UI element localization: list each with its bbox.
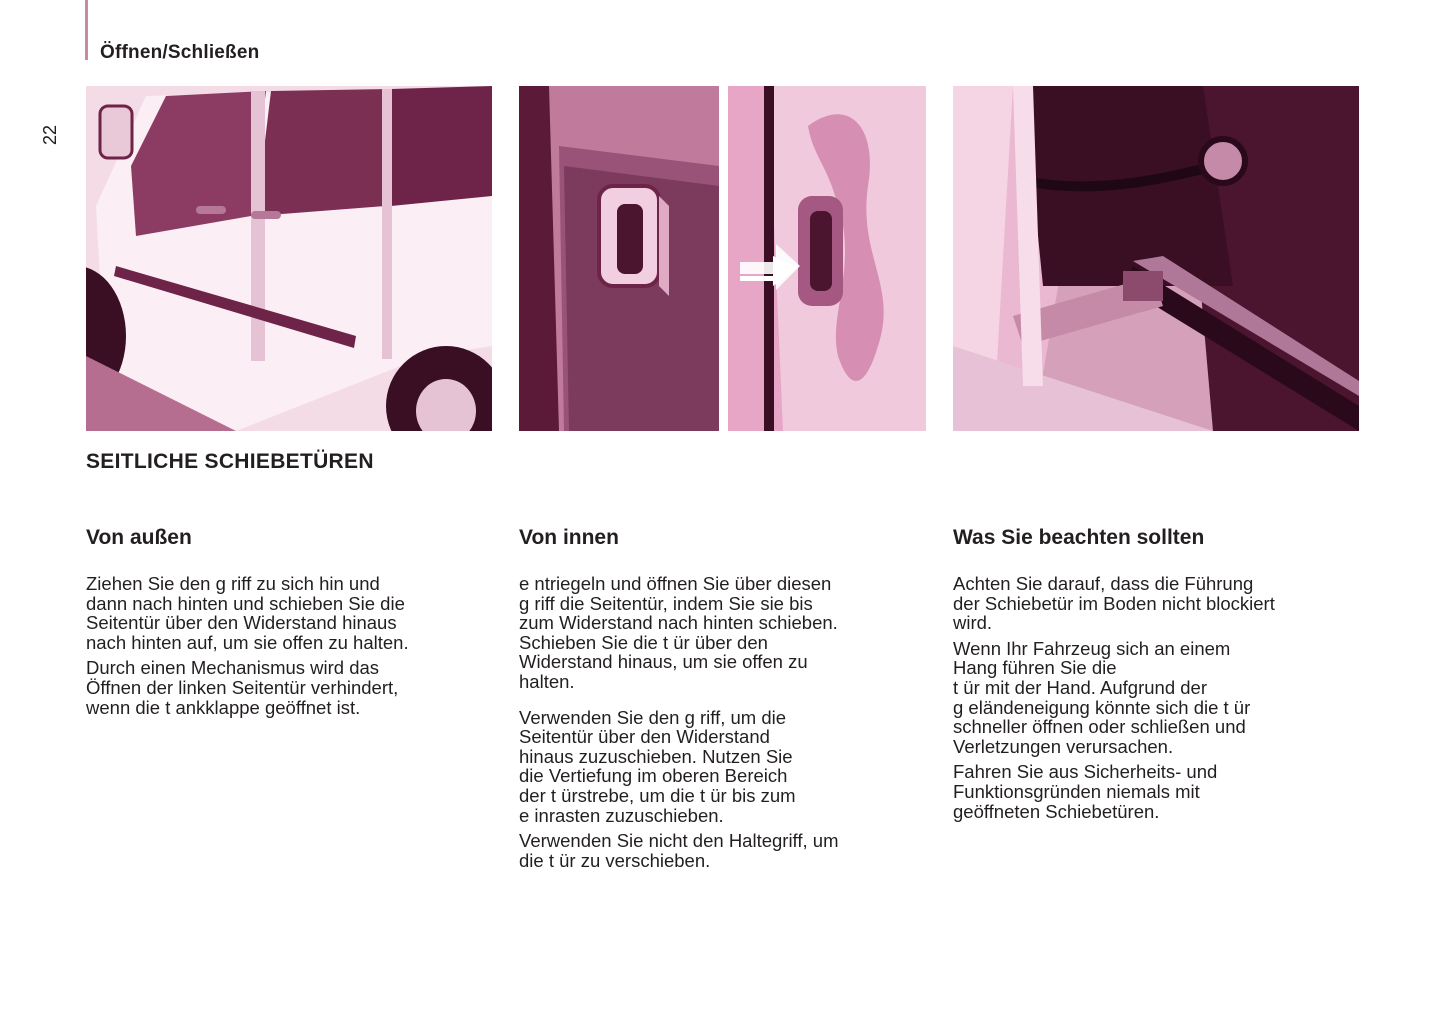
van-exterior-illustration: [86, 86, 492, 431]
column-was-sie-beachten-sollten: [953, 526, 1363, 827]
paragraph: Ziehen Sie den g riff zu sich hin und dann nach hinten und schieben Sie die Seitentür über den Widerstand hinaus nach hinten auf, um sie offen zu halten.: [86, 573, 409, 653]
interior-handle-illustration: [519, 86, 719, 431]
paragraph: Durch einen Mechanismus wird das Öffnen der linken Seitentür verhindert, wenn die t ankklappe geöffnet ist.: [86, 657, 399, 718]
column-von-aussen: [86, 526, 496, 723]
paragraph: Achten Sie darauf, dass die Führung der Schiebetür im Boden nicht blockiert wird.: [953, 573, 1275, 634]
section-label: Öffnen/Schließen: [100, 42, 260, 63]
paragraph: Fahren Sie aus Sicherheits- und Funktionsgründen niemals mit geöffneten Schiebetüren.: [953, 761, 1218, 822]
main-title: SEITLICHE SCHIEBETÜREN: [86, 450, 374, 473]
paragraph: Wenn Ihr Fahrzeug sich an einem Hang führen Sie die t ür mit der Hand. Aufgrund der g eländeneigung könnte sich die t ür schneller öffnen oder schließen und Verletzungen verursachen.: [953, 637, 1251, 757]
column-heading: Von innen: [519, 526, 619, 549]
paragraph: Verwenden Sie nicht den Haltegriff, um die t ür zu verschieben.: [519, 830, 839, 871]
page-number: 22: [40, 124, 60, 145]
paragraph: e ntriegeln und öffnen Sie über diesen g riff die Seitentür, indem Sie sie bis zum Widerstand nach hinten schieben. Schieben Sie die t ür über den Widerstand hinaus, um sie offen zu halten.: [519, 573, 838, 692]
door-pillar-illustration: [728, 86, 926, 431]
header-rule: [85, 0, 88, 60]
paragraph: Verwenden Sie den g riff, um die Seitentür über den Widerstand hinaus zuzuschieben. Nutzen Sie die Vertiefung im oberen Bereich der t ürstrebe, um die t ür bis zum e inrasten zuzuschieben.: [519, 706, 796, 826]
floor-guide-illustration: [953, 86, 1359, 431]
column-heading: Was Sie beachten sollten: [953, 526, 1205, 549]
column-von-innen: [519, 526, 929, 876]
column-heading: Von außen: [86, 526, 192, 549]
